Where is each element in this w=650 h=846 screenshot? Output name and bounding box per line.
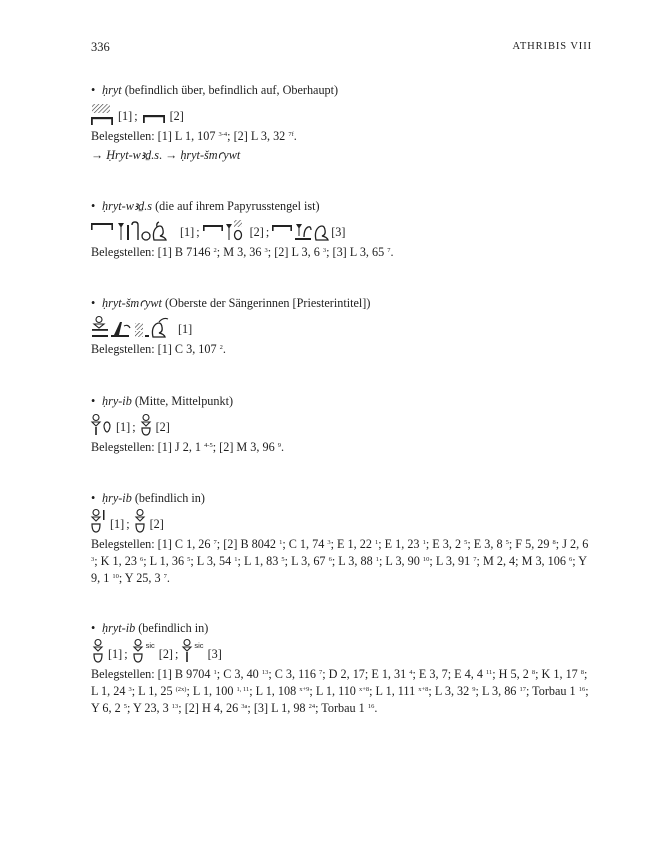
- line-reference: 5: [464, 539, 468, 546]
- lexicon-entry: [91, 393, 596, 456]
- citation-text: .: [293, 129, 297, 143]
- heart-icon: [91, 414, 113, 436]
- bullet: •: [91, 491, 96, 505]
- lexicon-entry: [91, 82, 596, 164]
- citation-text: ; L 1, 24: [91, 667, 588, 698]
- line-reference: 8: [552, 539, 556, 546]
- citation-text: ; L 3, 32: [428, 684, 473, 698]
- line-reference: 7: [213, 539, 217, 546]
- line-reference: 3: [91, 556, 95, 563]
- lemma-transliteration: ḥryt-šmꜥywt: [102, 296, 162, 310]
- citation-text: ; F 5, 29: [508, 537, 553, 551]
- lemma-gloss: (Oberste der Sängerinnen [Priesterintitel]): [164, 296, 371, 310]
- variant-ref: [1]: [118, 109, 133, 123]
- line-reference: 13: [171, 703, 179, 710]
- line-reference: 24: [308, 703, 316, 710]
- line-reference: 7f: [288, 131, 294, 138]
- citation-line: [91, 341, 596, 358]
- citation-text: ; L 3, 86: [475, 684, 520, 698]
- entry-heading: [91, 198, 596, 215]
- bullet: •: [91, 199, 96, 213]
- variant-ref: [1]: [108, 647, 123, 661]
- citation-text: Belegstellen: [1] C 1, 26: [91, 537, 214, 551]
- running-head: ATHRIBIS VIII: [512, 41, 592, 52]
- hieroglyph-group-icon: [91, 219, 177, 241]
- line-reference: 10: [422, 556, 430, 563]
- heart-icon: [91, 639, 105, 663]
- page-number: 336: [91, 40, 110, 54]
- variant-ref: [2]: [149, 517, 164, 531]
- line-reference: 3-4: [218, 131, 228, 138]
- citation-text: ; H 5, 2: [492, 667, 532, 681]
- citation-text: ; L 1, 100: [186, 684, 237, 698]
- hieroglyph-row: [1] ; [2] ; [3]: [91, 217, 596, 241]
- citation-text: ; L 3, 67: [284, 554, 329, 568]
- line-reference: 4-5: [204, 442, 213, 449]
- citation-text: Belegstellen: [1] C 3, 107: [91, 342, 220, 356]
- line-reference: 16: [578, 686, 586, 693]
- citation-text: ; Torbau 1: [315, 701, 368, 715]
- citation-line: [91, 666, 596, 717]
- line-reference: 7: [163, 573, 167, 580]
- variant-ref: [3]: [331, 225, 346, 239]
- citation-text: ; E 1, 22: [330, 537, 375, 551]
- variant-ref: [1]: [178, 322, 193, 336]
- sic-marker: sic: [194, 641, 204, 650]
- citation-line: [91, 244, 596, 261]
- bullet: •: [91, 621, 96, 635]
- citation-text: ; Y 6, 2: [91, 684, 589, 715]
- citation-line: [91, 128, 596, 145]
- line-reference: 1: [234, 556, 238, 563]
- citation-text: ; [2] M 3, 96: [212, 440, 278, 454]
- line-reference: 1: [279, 539, 283, 546]
- hieroglyph-row: [91, 314, 596, 338]
- citation-text: ; L 1, 25: [131, 684, 176, 698]
- heart-icon: [139, 414, 153, 436]
- citation-text: ; E 3, 7; E 4, 4: [412, 667, 486, 681]
- lemma-transliteration: ḥryt-ib: [102, 621, 136, 635]
- see-also: → Ḥryt-wꜣḏ.s. → ḥryt-šmꜥywt: [91, 148, 241, 162]
- line-reference: 6: [139, 556, 144, 563]
- line-reference: 7: [318, 669, 323, 676]
- variant-ref: [1]: [180, 225, 195, 239]
- line-reference: 5: [187, 556, 191, 563]
- citation-text: ; L 3, 90: [378, 554, 423, 568]
- variant-ref: [1]: [116, 420, 131, 434]
- hieroglyph-row: [1] ; [2]: [91, 412, 596, 436]
- citation-text: ; M 2, 4; M 3, 106: [476, 554, 569, 568]
- citation-text: ; C 3, 40: [216, 667, 262, 681]
- sky-ideogram-icon: [143, 113, 167, 125]
- hieroglyph-row: [1] ; [2]: [91, 509, 596, 533]
- line-reference: 5: [123, 703, 127, 710]
- line-reference: 5: [281, 556, 285, 563]
- citation-text: ; E 3, 8: [467, 537, 506, 551]
- line-reference: 10: [112, 573, 119, 580]
- see-also-link[interactable]: Ḥryt-wꜣḏ.s: [106, 148, 159, 162]
- line-reference: 7: [473, 556, 477, 563]
- citation-text: ; L 1, 83: [237, 554, 282, 568]
- entry-heading: [91, 620, 596, 637]
- line-reference: 7: [387, 247, 391, 254]
- lemma-gloss: (befindlich in): [138, 621, 209, 635]
- bullet: •: [91, 394, 96, 408]
- line-reference: 1: [213, 669, 217, 676]
- line-reference: (2x): [175, 686, 187, 693]
- citation-text: ; Torbau 1: [525, 684, 579, 698]
- entry-heading: [91, 490, 596, 507]
- citation-text: ; [2] L 3, 32: [227, 129, 289, 143]
- citation-text: ; L 1, 111: [369, 684, 419, 698]
- citation-text: .: [166, 571, 170, 585]
- variant-ref: [2]: [155, 420, 170, 434]
- citation-text: ; E 3, 2: [425, 537, 465, 551]
- citation-text: ; L 3, 54: [190, 554, 235, 568]
- lemma-gloss: (die auf ihrem Papyrusstengel ist): [155, 199, 320, 213]
- citation-text: ; L 3, 88: [331, 554, 376, 568]
- heart-icon: [131, 639, 145, 663]
- line-reference: x+9: [299, 686, 310, 693]
- lexicon-entry: [91, 198, 596, 261]
- variant-ref: [2]: [169, 109, 184, 123]
- variant-ref: [2]: [158, 647, 173, 661]
- heart-icon: [133, 509, 147, 533]
- line-reference: 3: [264, 247, 268, 254]
- line-reference: 11: [485, 669, 493, 676]
- line-reference: 3: [128, 686, 132, 693]
- line-reference: 2: [213, 247, 217, 254]
- citation-text: ; M 3, 36: [216, 245, 265, 259]
- variant-ref: [1]: [110, 517, 125, 531]
- line-reference: 6: [328, 556, 332, 563]
- hieroglyph-group-icon: [91, 316, 175, 338]
- lemma-gloss: (befindlich in): [134, 491, 205, 505]
- citation-text: Belegstellen: [1] B 9704: [91, 667, 214, 681]
- lemma-transliteration: ḥry-ib: [102, 491, 132, 505]
- bullet: •: [91, 296, 96, 310]
- arrow-icon: →: [165, 148, 178, 162]
- lexicon-entry: [91, 620, 596, 717]
- citation-text: .: [390, 245, 394, 259]
- citation-line: [91, 439, 596, 456]
- citation-text: ; L 3, 91: [429, 554, 474, 568]
- lemma-gloss: (Mitte, Mittelpunkt): [134, 394, 234, 408]
- line-reference: 4: [409, 669, 413, 676]
- line-reference: 8: [580, 669, 585, 676]
- lexicon-entry: [91, 295, 596, 358]
- line-reference: 3: [327, 539, 331, 546]
- citation-text: ; E 1, 23: [378, 537, 423, 551]
- citation-text: ; [3] L 3, 65: [326, 245, 388, 259]
- citation-text: ; C 3, 116: [268, 667, 319, 681]
- citation-text: ; J 2, 6: [555, 537, 589, 551]
- citation-text: ; [2] H 4, 26: [178, 701, 242, 715]
- citation-text: .: [280, 440, 285, 454]
- line-reference: 16: [367, 703, 375, 710]
- see-also-link[interactable]: ḥryt-šmꜥywt: [180, 148, 241, 162]
- citation-text: ; Y 9, 1: [91, 554, 587, 585]
- line-reference: x+8: [358, 686, 370, 693]
- citation-text: ; [2] B 8042: [216, 537, 280, 551]
- line-reference: 1, 11: [236, 686, 250, 693]
- line-reference: 9: [472, 686, 476, 693]
- line-reference: 9: [277, 442, 281, 449]
- entry-heading: [91, 82, 596, 99]
- citation-text: ; Y 25, 3: [118, 571, 164, 585]
- lemma-transliteration: ḥryt: [102, 83, 122, 97]
- lemma-transliteration: ḥryt-wꜣḏ.s: [102, 199, 153, 213]
- heart-icon: [91, 509, 107, 533]
- line-reference: 1: [375, 556, 379, 563]
- line-reference: 5: [505, 539, 509, 546]
- line-reference: 17: [519, 686, 526, 693]
- citation-text: Belegstellen: [1] L 1, 107: [91, 129, 219, 143]
- citation-text: ; L 1, 36: [143, 554, 188, 568]
- citation-text: ; L 1, 110: [309, 684, 359, 698]
- entry-heading: [91, 295, 596, 312]
- citation-text: .: [222, 342, 226, 356]
- variant-ref: [2]: [249, 225, 264, 239]
- lemma-gloss: (befindlich über, befindlich auf, Oberhaupt): [124, 83, 339, 97]
- citation-text: ; [2] L 3, 6: [267, 245, 323, 259]
- line-reference: 3a: [241, 703, 248, 710]
- entry-heading: [91, 393, 596, 410]
- arrow-icon: →: [91, 148, 104, 162]
- citation-text: ; L 1, 108: [249, 684, 300, 698]
- hieroglyph-group-icon: [272, 219, 328, 241]
- line-reference: 2: [219, 344, 223, 351]
- page-header: [91, 40, 592, 56]
- citation-text: ; D 2, 17; E 1, 31: [322, 667, 410, 681]
- sic-marker: sic: [145, 641, 155, 650]
- line-reference: 13: [261, 669, 269, 676]
- heart-icon: [181, 639, 193, 663]
- hieroglyph-group-icon: [203, 219, 247, 241]
- citation-text: ; K 1, 17: [535, 667, 581, 681]
- citation-text: .: [374, 701, 378, 715]
- citation-text: ; [3] L 1, 98: [247, 701, 309, 715]
- citation-text: ; Y 23, 3: [126, 701, 172, 715]
- variant-ref: [3]: [207, 647, 222, 661]
- hieroglyph-row: [1] ; [2]: [91, 101, 596, 125]
- lexicon-entry: [91, 490, 596, 587]
- hieroglyph-row: [1] ; sic [2] ; sic [3]: [91, 639, 596, 663]
- citation-line: [91, 536, 596, 587]
- citation-text: ; K 1, 23: [94, 554, 140, 568]
- bullet: •: [91, 83, 96, 97]
- citation-text: ; C 1, 74: [282, 537, 328, 551]
- line-reference: 3: [322, 247, 327, 254]
- line-reference: 6: [568, 556, 573, 563]
- line-reference: 1: [374, 539, 379, 546]
- citation-text: Belegstellen: [1] B 7146: [91, 245, 214, 259]
- line-reference: 1: [422, 539, 426, 546]
- lemma-transliteration: ḥry-ib: [102, 394, 132, 408]
- line-reference: 8: [531, 669, 536, 676]
- line-reference: x+8: [418, 686, 429, 693]
- sky-ideogram-icon: [91, 103, 115, 125]
- citation-text: Belegstellen: [1] J 2, 1: [91, 440, 205, 454]
